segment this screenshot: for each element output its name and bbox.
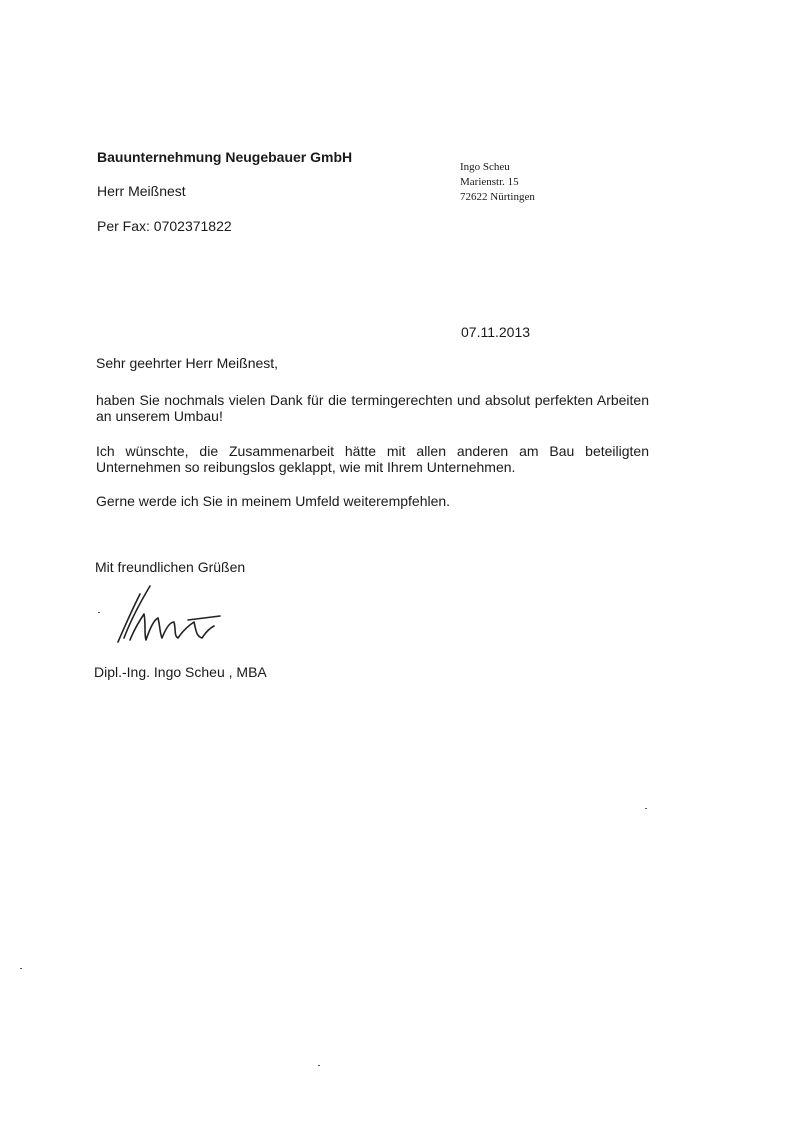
scan-speck <box>20 968 22 969</box>
body-paragraph: Ich wünschte, die Zusammenarbeit hätte mit allen anderen am Bau beteiligten Unternehmen so reibungslos geklappt, wie mit Ihrem Unternehmen. <box>96 443 649 475</box>
fax-number: Per Fax: 0702371822 <box>97 218 232 234</box>
body-paragraph: Gerne werde ich Sie in meinem Umfeld weiterempfehlen. <box>96 493 451 509</box>
sender-name: Ingo Scheu <box>460 161 510 173</box>
scan-speck <box>98 612 100 613</box>
recipient-company: Bauunternehmung Neugebauer GmbH <box>97 149 353 165</box>
closing-phrase: Mit freundlichen Grüßen <box>95 559 246 575</box>
sender-street: Marienstr. 15 <box>460 176 519 188</box>
sender-city: 72622 Nürtingen <box>460 191 535 203</box>
signer-name: Dipl.-Ing. Ingo Scheu , MBA <box>94 664 267 680</box>
scan-speck <box>318 1065 320 1066</box>
signature-icon <box>110 580 230 650</box>
body-paragraph: haben Sie nochmals vielen Dank für die termingerechten und absolut perfekten Arbeiten an unserem Umbau! <box>96 392 649 424</box>
letter-date: 07.11.2013 <box>461 324 531 340</box>
recipient-name: Herr Meißnest <box>97 183 186 199</box>
scan-speck <box>645 808 647 809</box>
salutation: Sehr geehrter Herr Meißnest, <box>96 355 279 371</box>
sender-address <box>460 160 535 205</box>
